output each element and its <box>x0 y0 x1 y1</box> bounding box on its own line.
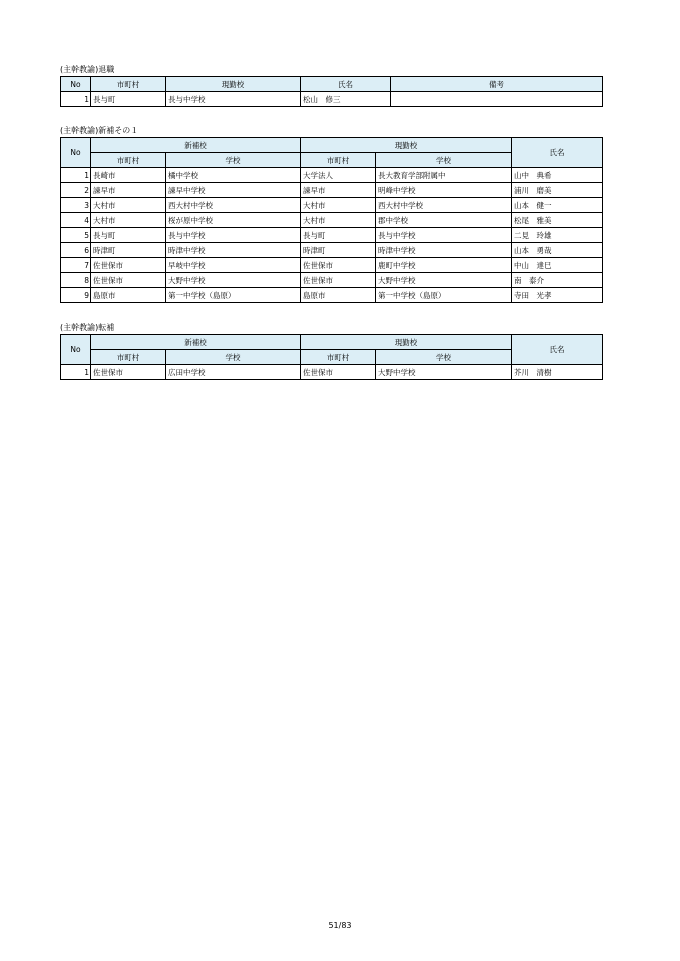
table-row <box>61 183 603 198</box>
cell-new-city: 佐世保市 <box>91 273 166 288</box>
cell-current-city: 長与町 <box>301 228 376 243</box>
cell-new-city: 大村市 <box>91 198 166 213</box>
cell-current-city: 佐世保市 <box>301 258 376 273</box>
header-new-school-group: 新補校 <box>91 335 301 350</box>
cell-current-school: 大野中学校 <box>376 273 512 288</box>
header-note: 備考 <box>391 77 603 92</box>
table-row <box>61 288 603 303</box>
header-no: No <box>61 138 91 168</box>
table-row <box>61 243 603 258</box>
cell-current-school: 郡中学校 <box>376 213 512 228</box>
cell-current-city: 時津町 <box>301 243 376 258</box>
table-row <box>61 92 603 107</box>
header-current-school: 学校 <box>376 153 512 168</box>
header-new-city: 市町村 <box>91 350 166 365</box>
cell-name: 松山 修三 <box>301 92 391 107</box>
cell-new-school: 桜が原中学校 <box>166 213 301 228</box>
retirement-section <box>60 65 602 107</box>
cell-new-school: 諫早中学校 <box>166 183 301 198</box>
cell-no: 5 <box>61 228 91 243</box>
cell-no: 1 <box>61 365 91 380</box>
cell-new-city: 島原市 <box>91 288 166 303</box>
cell-current-school: 時津中学校 <box>376 243 512 258</box>
cell-current-city: 諫早市 <box>301 183 376 198</box>
cell-no: 1 <box>61 92 91 107</box>
header-current-school-group: 現勤校 <box>301 335 512 350</box>
cell-new-city: 長崎市 <box>91 168 166 183</box>
cell-current-city: 佐世保市 <box>301 273 376 288</box>
cell-current-school: 長与中学校 <box>376 228 512 243</box>
cell-new-school: 時津中学校 <box>166 243 301 258</box>
cell-new-school: 西大村中学校 <box>166 198 301 213</box>
cell-new-city: 長与町 <box>91 228 166 243</box>
cell-new-city: 時津町 <box>91 243 166 258</box>
header-new-school: 学校 <box>166 153 301 168</box>
cell-city: 長与町 <box>91 92 166 107</box>
table-row <box>61 258 603 273</box>
header-no: No <box>61 77 91 92</box>
header-current-city: 市町村 <box>301 350 376 365</box>
cell-name: 松尾 雅美 <box>512 213 603 228</box>
header-new-school-group: 新補校 <box>91 138 301 153</box>
cell-new-school: 第一中学校（島原） <box>166 288 301 303</box>
header-no: No <box>61 335 91 365</box>
cell-current-school: 第一中学校（島原） <box>376 288 512 303</box>
section-title: (主幹教諭)新補その１ <box>60 126 139 135</box>
cell-school: 長与中学校 <box>166 92 301 107</box>
cell-new-school: 長与中学校 <box>166 228 301 243</box>
cell-current-city: 大村市 <box>301 213 376 228</box>
section-title: (主幹教諭)転補 <box>60 323 115 332</box>
new-assignment-table <box>60 137 603 303</box>
cell-new-school: 大野中学校 <box>166 273 301 288</box>
cell-name: 山本 勇哉 <box>512 243 603 258</box>
cell-new-school: 早岐中学校 <box>166 258 301 273</box>
cell-no: 9 <box>61 288 91 303</box>
header-name: 氏名 <box>512 138 603 168</box>
cell-no: 1 <box>61 168 91 183</box>
header-new-city: 市町村 <box>91 153 166 168</box>
cell-no: 7 <box>61 258 91 273</box>
table-row <box>61 228 603 243</box>
cell-new-city: 佐世保市 <box>91 365 166 380</box>
section-title: (主幹教諭)退職 <box>60 65 115 74</box>
header-current-city: 市町村 <box>301 153 376 168</box>
cell-new-city: 佐世保市 <box>91 258 166 273</box>
cell-current-school: 西大村中学校 <box>376 198 512 213</box>
transfer-table <box>60 334 603 380</box>
header-name: 氏名 <box>301 77 391 92</box>
header-new-school: 学校 <box>166 350 301 365</box>
cell-name: 寺田 光孝 <box>512 288 603 303</box>
cell-name: 南 泰介 <box>512 273 603 288</box>
table-row <box>61 168 603 183</box>
cell-current-city: 大学法人 <box>301 168 376 183</box>
table-row <box>61 273 603 288</box>
transfer-section <box>60 323 602 380</box>
cell-name: 二見 玲雄 <box>512 228 603 243</box>
header-current-school: 学校 <box>376 350 512 365</box>
cell-current-school: 長大教育学部附属中 <box>376 168 512 183</box>
cell-name: 山本 健一 <box>512 198 603 213</box>
cell-current-school: 明峰中学校 <box>376 183 512 198</box>
cell-current-city: 大村市 <box>301 198 376 213</box>
table-row <box>61 213 603 228</box>
cell-new-school: 橘中学校 <box>166 168 301 183</box>
header-city: 市町村 <box>91 77 166 92</box>
new-assignment-section <box>60 126 602 303</box>
cell-no: 6 <box>61 243 91 258</box>
cell-name: 浦川 磨美 <box>512 183 603 198</box>
cell-new-school: 広田中学校 <box>166 365 301 380</box>
cell-no: 4 <box>61 213 91 228</box>
cell-no: 3 <box>61 198 91 213</box>
cell-current-school: 鹿町中学校 <box>376 258 512 273</box>
cell-name: 中山 達巳 <box>512 258 603 273</box>
cell-current-city: 佐世保市 <box>301 365 376 380</box>
cell-no: 2 <box>61 183 91 198</box>
cell-note <box>391 92 603 107</box>
header-current-school-group: 現勤校 <box>301 138 512 153</box>
cell-name: 芥川 清樹 <box>512 365 603 380</box>
table-row <box>61 198 603 213</box>
cell-new-city: 大村市 <box>91 213 166 228</box>
cell-current-school: 大野中学校 <box>376 365 512 380</box>
header-current-school: 現勤校 <box>166 77 301 92</box>
page-number: 51/83 <box>328 921 352 930</box>
header-name: 氏名 <box>512 335 603 365</box>
cell-name: 山中 典希 <box>512 168 603 183</box>
cell-current-city: 島原市 <box>301 288 376 303</box>
table-row <box>61 365 603 380</box>
cell-new-city: 諫早市 <box>91 183 166 198</box>
retirement-table <box>60 76 603 107</box>
cell-no: 8 <box>61 273 91 288</box>
